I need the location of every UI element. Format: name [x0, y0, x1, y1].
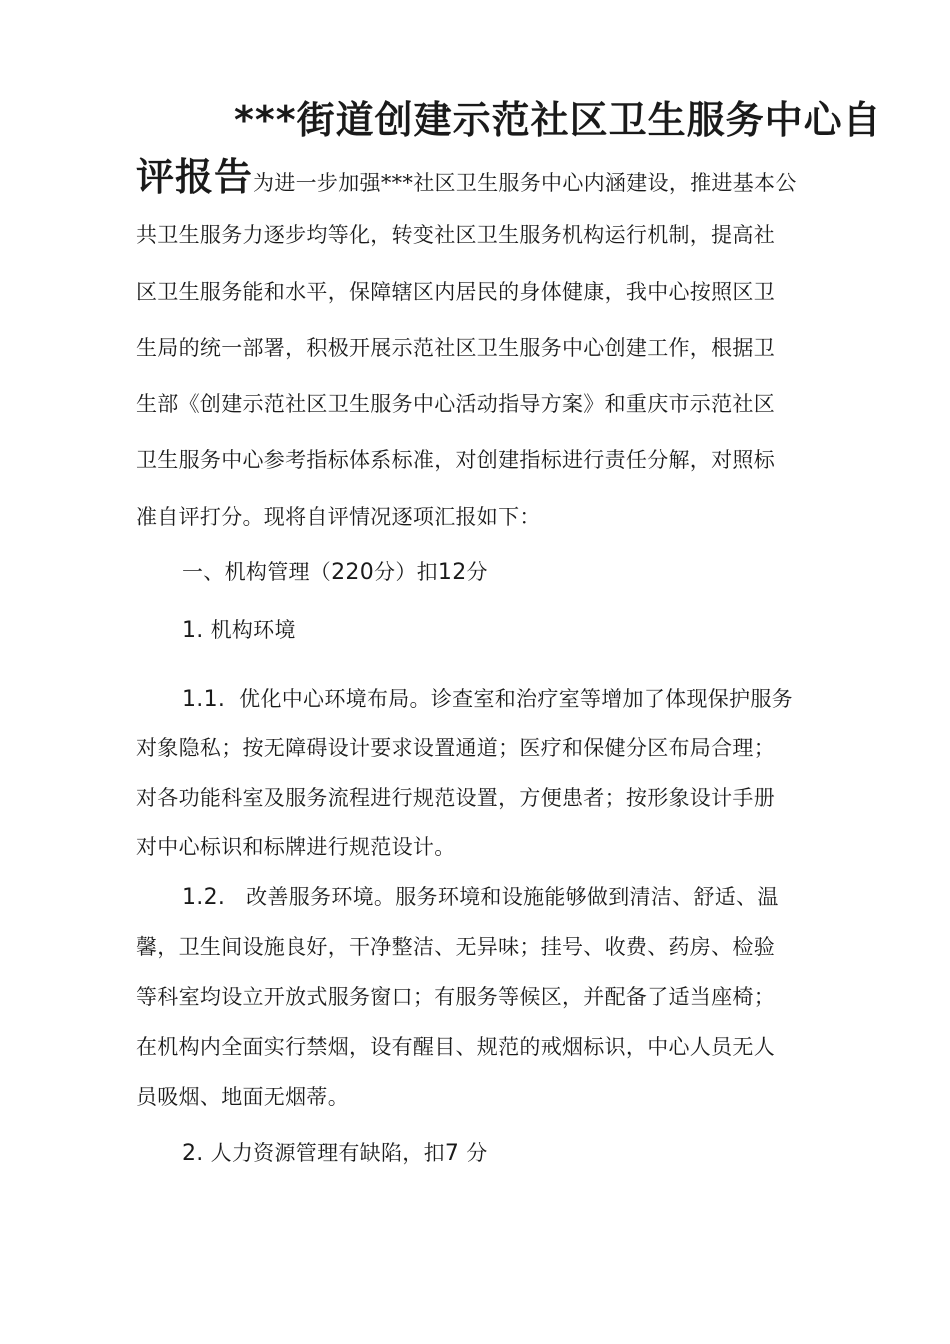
section-heading-points: 220 — [331, 560, 375, 585]
item-1-1-line — [182, 684, 793, 715]
intro-line: 生局的统一部署，积极开展示范社区卫生服务中心创建工作，根据卫 — [136, 336, 775, 360]
item-heading-1 — [182, 615, 296, 646]
item-1-2-line: 等科室均设立开放式服务窗口；有服务等候区，并配备了适当座椅； — [136, 985, 775, 1009]
intro-line: 卫生服务中心参考指标体系标准，对创建指标进行责任分解，对照标 — [136, 448, 775, 472]
document-title — [234, 92, 882, 148]
section-heading-deduction: 12 — [437, 560, 467, 585]
section-heading-text: 分 — [466, 560, 488, 584]
item-1-2-line — [182, 882, 779, 913]
item-label: 分 — [466, 1141, 488, 1165]
item-number: 1.1. — [182, 687, 226, 712]
item-label: 机构环境 — [210, 618, 296, 642]
item-number: 1.2. — [182, 885, 226, 910]
item-text: 优化中心环境布局。诊查室和治疗室等增加了体现保护服务 — [239, 687, 793, 711]
item-heading-2 — [182, 1138, 488, 1169]
item-number: 2. — [182, 1141, 204, 1166]
item-1-2-line: 员吸烟、地面无烟蒂。 — [136, 1085, 349, 1109]
item-label: 人力资源管理有缺陷，扣 — [210, 1141, 445, 1165]
item-text: 改善服务环境。服务环境和设施能够做到清洁、舒适、温 — [246, 885, 779, 909]
item-1-1-line: 对象隐私；按无障碍设计要求设置通道；医疗和保健分区布局合理； — [136, 736, 775, 760]
intro-line: 生部《创建示范社区卫生服务中心活动指导方案》和重庆市示范社区 — [136, 392, 775, 416]
title-line-1: ***街道创建示范社区卫生服务中心自 — [234, 98, 882, 142]
title-and-intro-line — [136, 150, 797, 210]
item-deduction: 7 — [444, 1141, 460, 1166]
item-1-1-line: 对中心标识和标牌进行规范设计。 — [136, 835, 456, 859]
section-heading-text: 一、机构管理（ — [182, 560, 332, 584]
section-heading-text: 分）扣 — [374, 560, 438, 584]
title-line-2: 评报告 — [136, 155, 254, 199]
item-1-2-line: 在机构内全面实行禁烟，设有醒目、规范的戒烟标识，中心人员无人 — [136, 1035, 775, 1059]
section-heading-1 — [182, 557, 488, 588]
item-1-1-line: 对各功能科室及服务流程进行规范设置，方便患者；按形象设计手册 — [136, 786, 775, 810]
item-number: 1. — [182, 618, 204, 643]
intro-line: 共卫生服务力逐步均等化，转变社区卫生服务机构运行机制，提高社 — [136, 223, 775, 247]
intro-line: 准自评打分。现将自评情况逐项汇报如下： — [136, 505, 541, 529]
intro-line: 区卫生服务能和水平，保障辖区内居民的身体健康，我中心按照区卫 — [136, 280, 775, 304]
item-1-2-line: 馨，卫生间设施良好，干净整洁、无异味；挂号、收费、药房、检验 — [136, 935, 775, 959]
intro-line: 为进一步加强***社区卫生服务中心内涵建设，推进基本公 — [253, 171, 797, 195]
